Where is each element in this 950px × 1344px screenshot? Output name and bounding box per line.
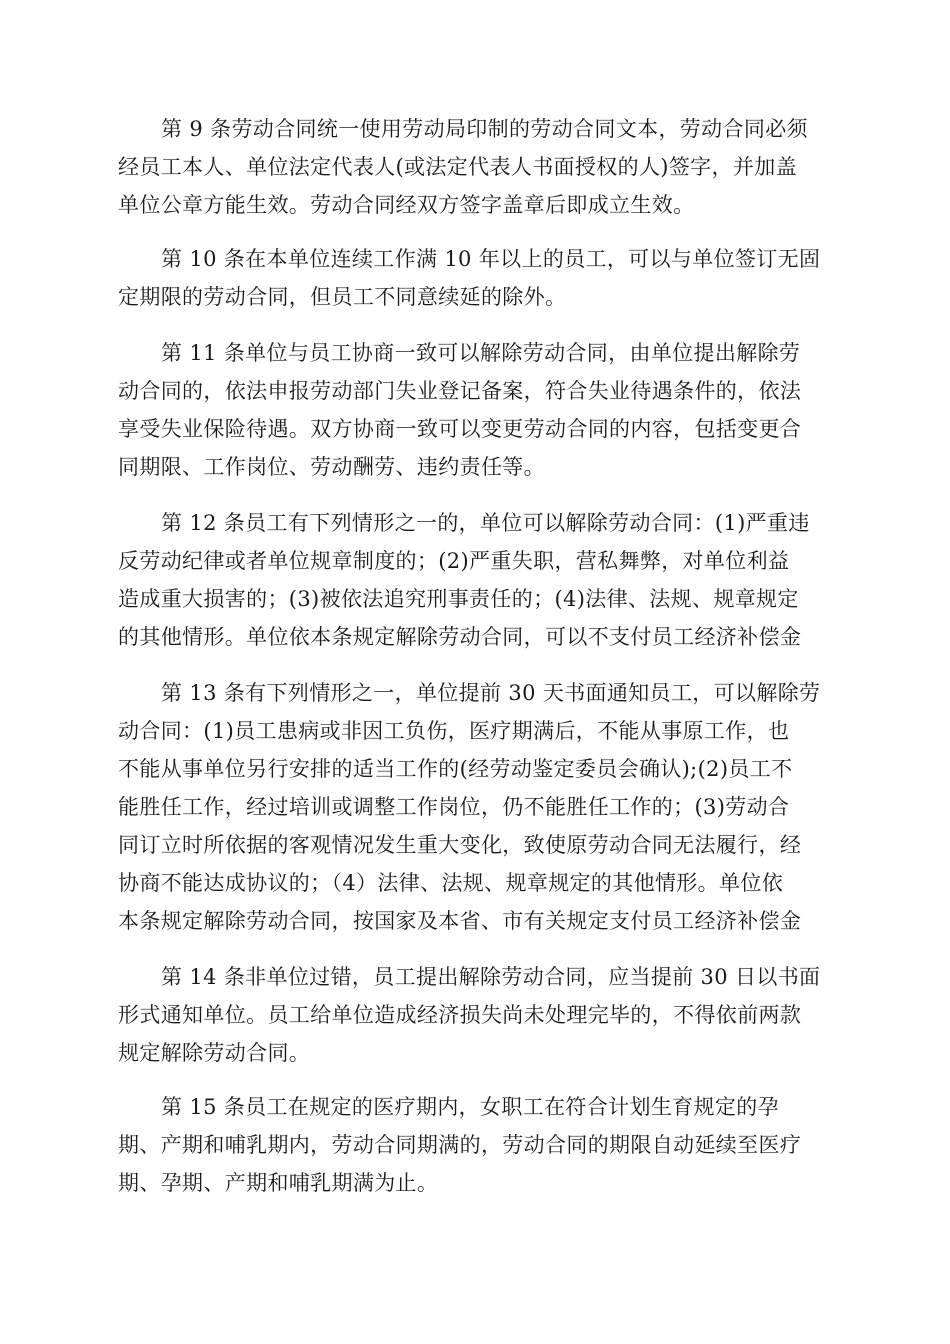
paragraph-line: 协商不能达成协议的；（4）法律、法规、规章规定的其他情形。单位依 [118,871,784,895]
paragraph-line: 形式通知单位。员工给单位造成经济损失尚未处理完毕的，不得依前两款 [118,1003,802,1027]
paragraph-line: 不能从事单位另行安排的适当工作的(经劳动鉴定委员会确认);(2)员工不 [118,757,793,781]
paragraph-line: 造成重大损害的；(3)被依法追究刑事责任的；(4)法律、法规、规章规定 [118,587,799,611]
paragraph-line: 第 10 条在本单位连续工作满 10 年以上的员工，可以与单位签订无固 [161,247,821,271]
paragraph-line: 第 13 条有下列情形之一，单位提前 30 天书面通知员工，可以解除劳 [161,681,821,705]
paragraph-line: 的其他情形。单位依本条规定解除劳动合同，可以不支付员工经济补偿金 [118,625,802,649]
paragraph-line: 同期限、工作岗位、劳动酬劳、违约责任等。 [118,455,545,479]
paragraph-line: 定期限的劳动合同，但员工不同意续延的除外。 [118,285,567,309]
paragraph-line: 期、孕期、产期和哺乳期满为止。 [118,1171,439,1195]
paragraph-line: 经员工本人、单位法定代表人(或法定代表人书面授权的人)签字，并加盖 [118,155,797,179]
paragraph-line: 第 9 条劳动合同统一使用劳动局印制的劳动合同文本，劳动合同必须 [161,117,808,141]
paragraph-line: 本条规定解除劳动合同，按国家及本省、市有关规定支付员工经济补偿金 [118,909,802,933]
paragraph-line: 动合同的，依法申报劳动部门失业登记备案，符合失业待遇条件的，依法 [118,379,802,403]
paragraph-line: 享受失业保险待遇。双方协商一致可以变更劳动合同的内容，包括变更合 [118,417,802,441]
paragraph-line: 单位公章方能生效。劳动合同经双方签字盖章后即成立生效。 [118,193,695,217]
paragraph-line: 第 15 条员工在规定的医疗期内，女职工在符合计划生育规定的孕 [161,1095,779,1119]
paragraph-line: 能胜任工作，经过培训或调整工作岗位，仍不能胜任工作的；(3)劳动合 [118,795,790,819]
paragraph-line: 第 12 条员工有下列情形之一的，单位可以解除劳动合同：(1)严重违 [161,511,810,535]
paragraph-line: 期、产期和哺乳期内，劳动合同期满的，劳动合同的期限自动延续至医疗 [118,1133,802,1157]
paragraph-line: 同订立时所依据的客观情况发生重大变化，致使原劳动合同无法履行，经 [118,833,802,857]
paragraph-line: 规定解除劳动合同。 [118,1041,311,1065]
paragraph-line: 动合同：(1)员工患病或非因工负伤，医疗期满后，不能从事原工作，也 [118,719,790,743]
paragraph-line: 第 11 条单位与员工协商一致可以解除劳动合同，由单位提出解除劳 [161,341,801,365]
paragraph-line: 第 14 条非单位过错，员工提出解除劳动合同，应当提前 30 日以书面 [161,965,821,989]
paragraph-line: 反劳动纪律或者单位规章制度的；(2)严重失职，营私舞弊，对单位利益 [118,549,790,573]
